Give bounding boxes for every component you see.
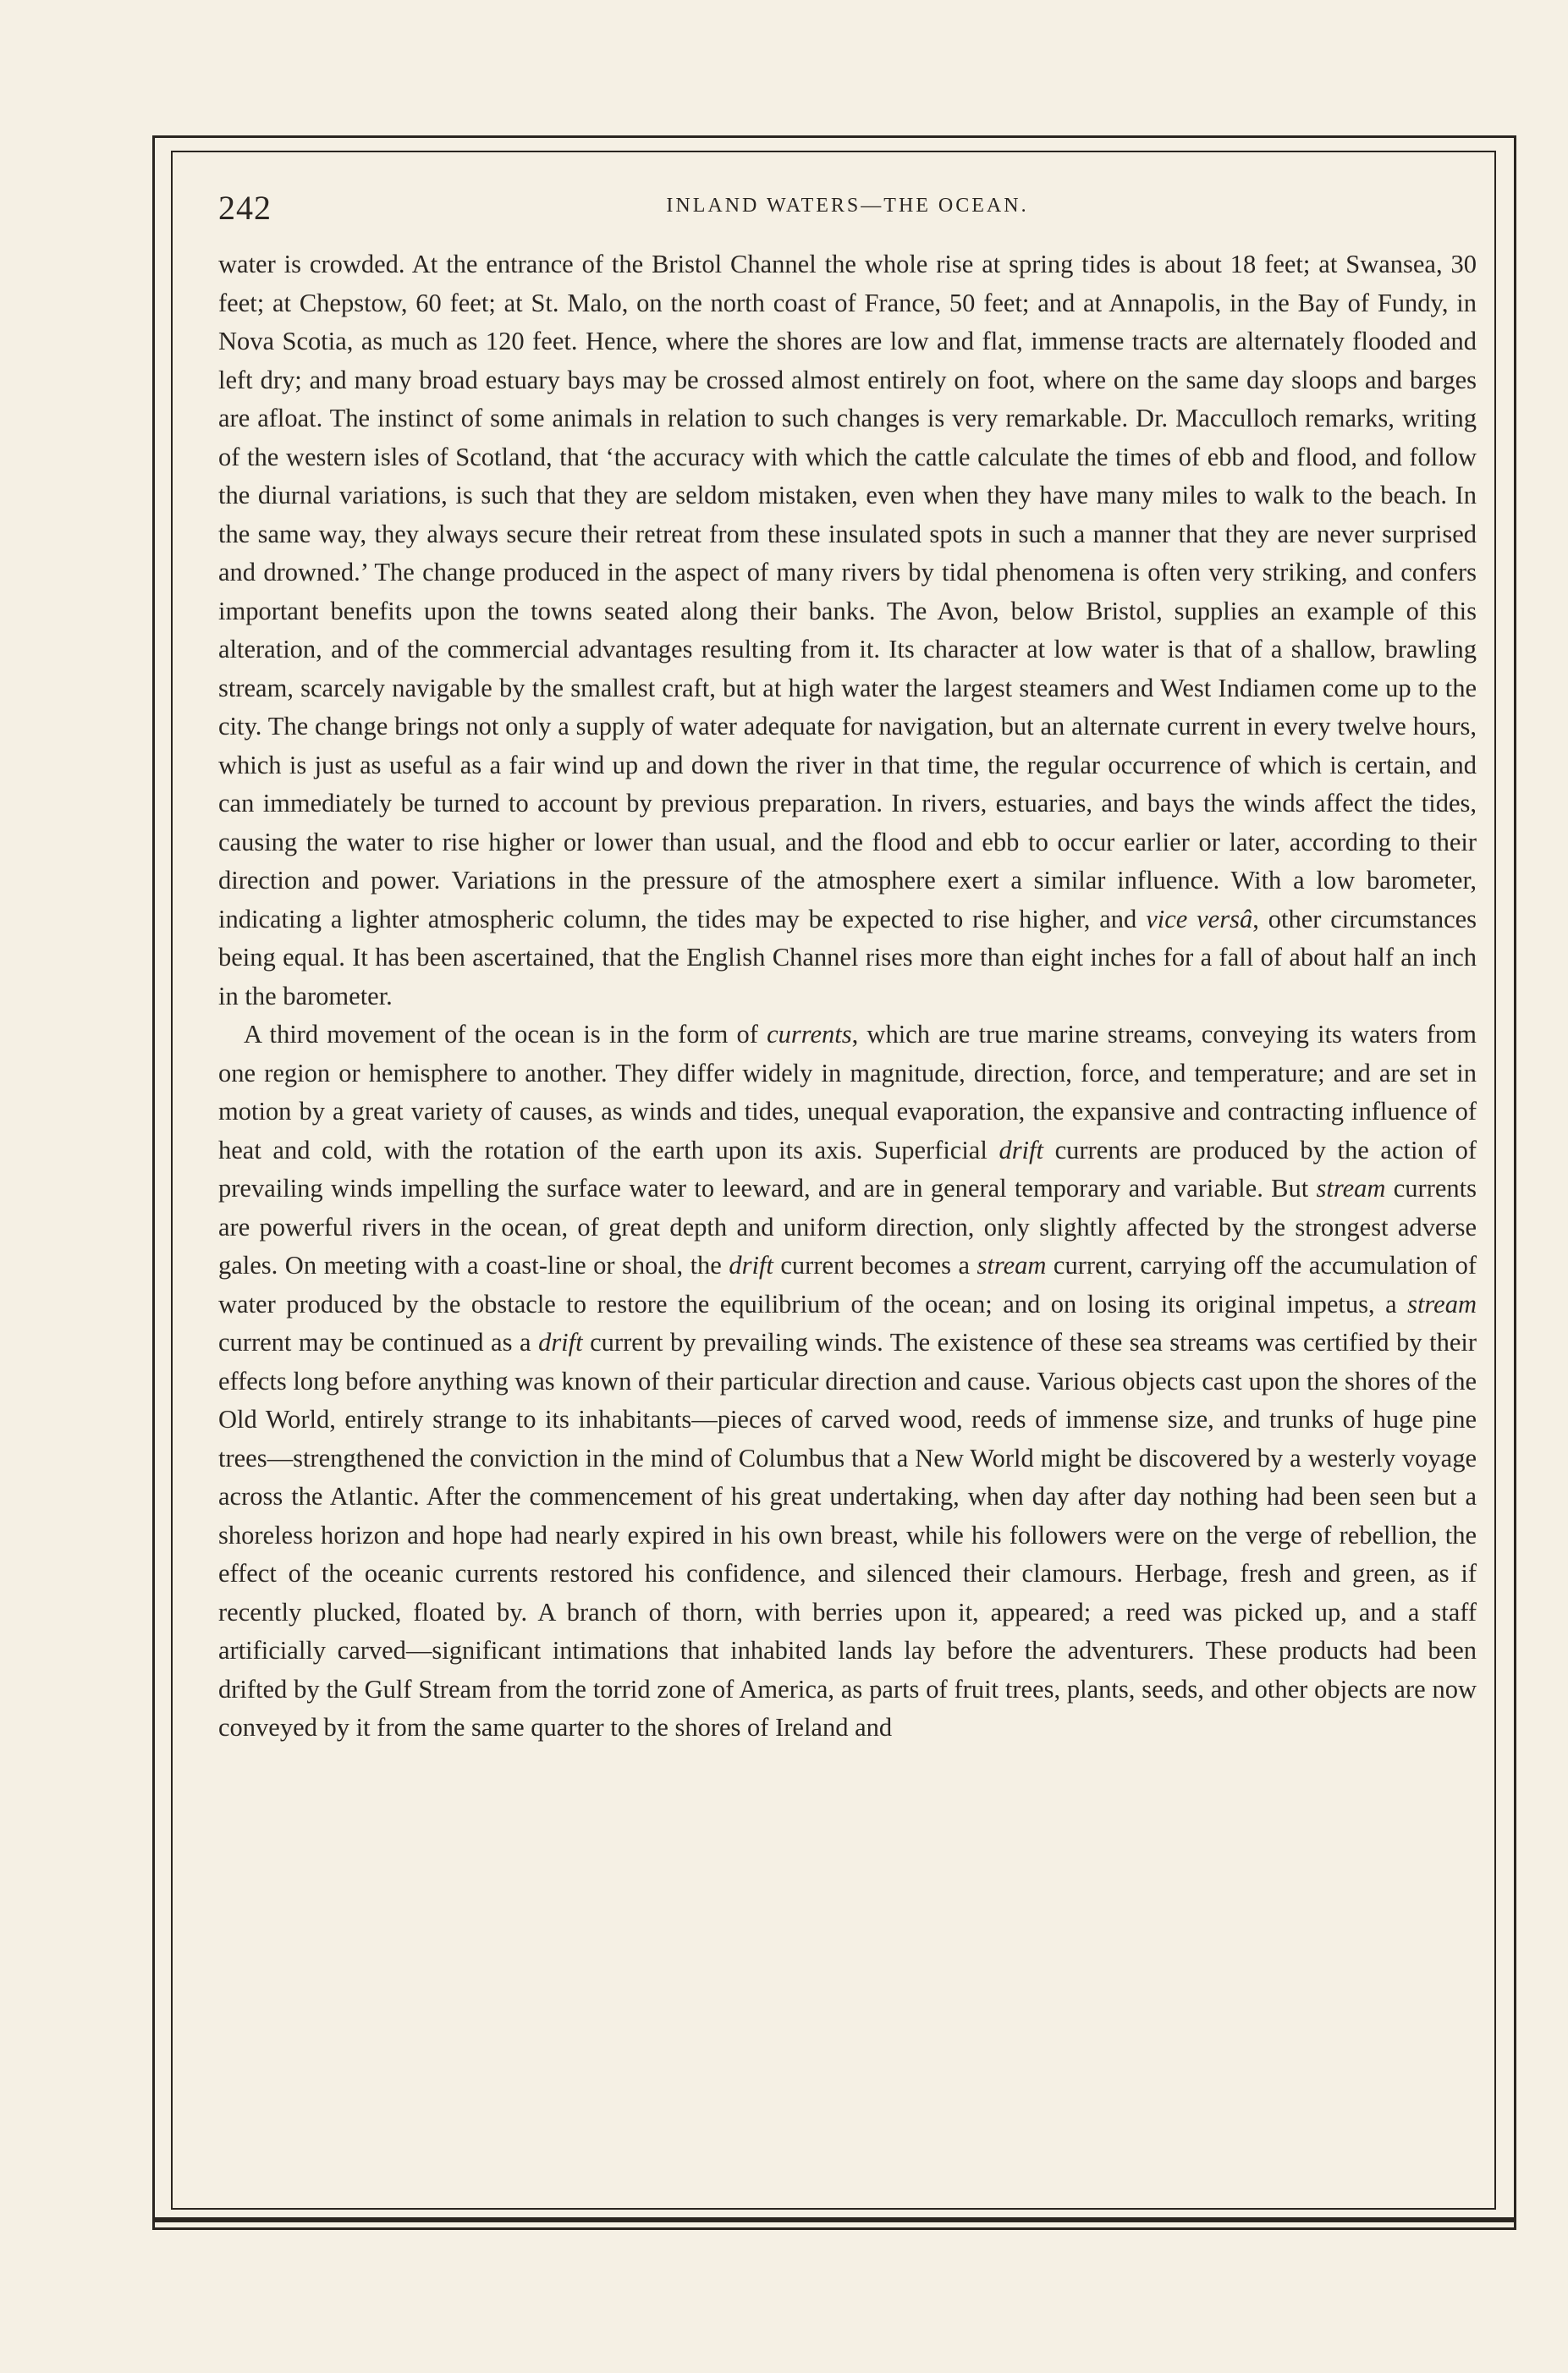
page-number: 242 <box>218 189 272 227</box>
italic-run: currents <box>767 1020 852 1049</box>
italic-run: drift <box>729 1251 773 1280</box>
text-run: A third movement of the ocean is in the form of <box>244 1020 767 1049</box>
paragraph <box>218 245 1477 1016</box>
italic-run: stream <box>977 1251 1047 1280</box>
body-text <box>218 245 1477 1748</box>
italic-run: drift <box>999 1135 1043 1164</box>
paragraph <box>218 1016 1477 1748</box>
text-run: water is crowded. At the entrance of the Bristol Channel the whole rise at spring tides is about 18 feet; at Swansea, 30 feet; at Chepstow, 60 feet; at St. Malo, on the north coast of France, 50 feet; and at Annapolis, in the Bay of Fundy, in Nova Scotia, as much as 120 feet. Hence, where the shores are low and flat, immense tracts are alternately flooded and left dry; and many broad estuary bays may be crossed almost entirely on foot, where on the same day sloops and barges are afloat. The instinct of some animals in relation to such changes is very remarkable. Dr. Macculloch remarks, writing of the western isles of Scotland, that ‘the accuracy with which the cattle calculate the times of ebb and flood, and follow the diurnal variations, is such that they are seldom mistaken, even when they have many miles to walk to the beach. In the same way, they always secure their retreat from these insulated spots in such a manner that they are never surprised and drowned.’ The change produced in the aspect of many rivers by tidal phenomena is often very striking, and confers important benefits upon the towns seated along their banks. The Avon, below Bristol, supplies an example of this alteration, and of the commercial advantages resulting from it. Its character at low water is that of a shallow, brawling stream, scarcely navigable by the smallest craft, but at high water the largest steamers and West Indiamen come up to the city. The change brings not only a supply of water adequate for navigation, but an alternate current in every twelve hours, which is just as useful as a fair wind up and down the river in that time, the regular occurrence of which is certain, and can immediately be turned to account by previous preparation. In rivers, estuaries, and bays the winds affect the tides, causing the water to rise higher or lower than usual, and the flood and ebb to occur earlier or later, according to their direction and power. Variations in the pressure of the atmosphere exert a similar influence. With a low barometer, indicating a lighter atmospheric column, the tides may be expected to rise higher, and <box>218 250 1477 933</box>
text-run: current may be continued as a <box>218 1328 539 1357</box>
text-run: currents are produced by the action of prevailing winds impelling the surface water to leeward, and are in general temporary and variable. But <box>218 1135 1477 1203</box>
italic-run: vice versâ <box>1146 904 1253 933</box>
text-run: current by prevailing winds. The existence of these sea streams was certified by their effects long before anything was known of their particular direction and cause. Various objects cast upon the shores of the Old World, entirely strange to its inhabitants—pieces of carved wood, reeds of immense size, and trunks of huge pine trees—strengthened the conviction in the mind of Columbus that a New World might be discovered by a westerly voyage across the Atlantic. After the commencement of his great undertaking, when day after day nothing had been seen but a shoreless horizon and hope had nearly expired in his own breast, while his followers were on the verge of rebellion, the effect of the oceanic currents restored his confidence, and silenced their clamours. Herbage, fresh and green, as if recently plucked, floated by. A branch of thorn, with berries upon it, appeared; a reed was picked up, and a staff artificially carved—significant intimations that inhabited lands lay before the adventurers. These products had been drifted by the Gulf Stream from the torrid zone of America, as parts of fruit trees, plants, seeds, and other objects are now conveyed by it from the same quarter to the shores of Ireland and <box>218 1328 1477 1742</box>
italic-run: stream <box>1316 1174 1386 1203</box>
italic-run: stream <box>1407 1289 1477 1319</box>
text-run: currents are powerful rivers in the ocean, of great depth and uniform direction, only slightly affected by the strongest adverse gales. On meeting with a coast-line or shoal, the <box>218 1174 1477 1280</box>
running-head: INLAND WATERS—THE OCEAN. <box>666 195 1029 217</box>
bottom-rule <box>152 2217 1516 2222</box>
text-run: , which are true marine streams, conveying its waters from one region or hemisphere to another. They differ widely in magnitude, direction, force, and temperature; and are set in motion by a great variety of causes, as winds and tides, unequal evaporation, the expansive and contracting influence of heat and cold, with the rotation of the earth upon its axis. Superficial <box>218 1020 1477 1164</box>
text-run: current, carrying off the accumulation of water produced by the obstacle to restore the equilibrium of the ocean; and on losing its original impetus, a <box>218 1251 1477 1319</box>
page-header <box>218 188 1477 230</box>
text-run: , other circumstances being equal. It has been ascertained, that the English Channel rises more than eight inches for a fall of about half an inch in the barometer. <box>218 904 1477 1010</box>
text-run: current becomes a <box>773 1251 977 1280</box>
italic-run: drift <box>538 1328 583 1357</box>
